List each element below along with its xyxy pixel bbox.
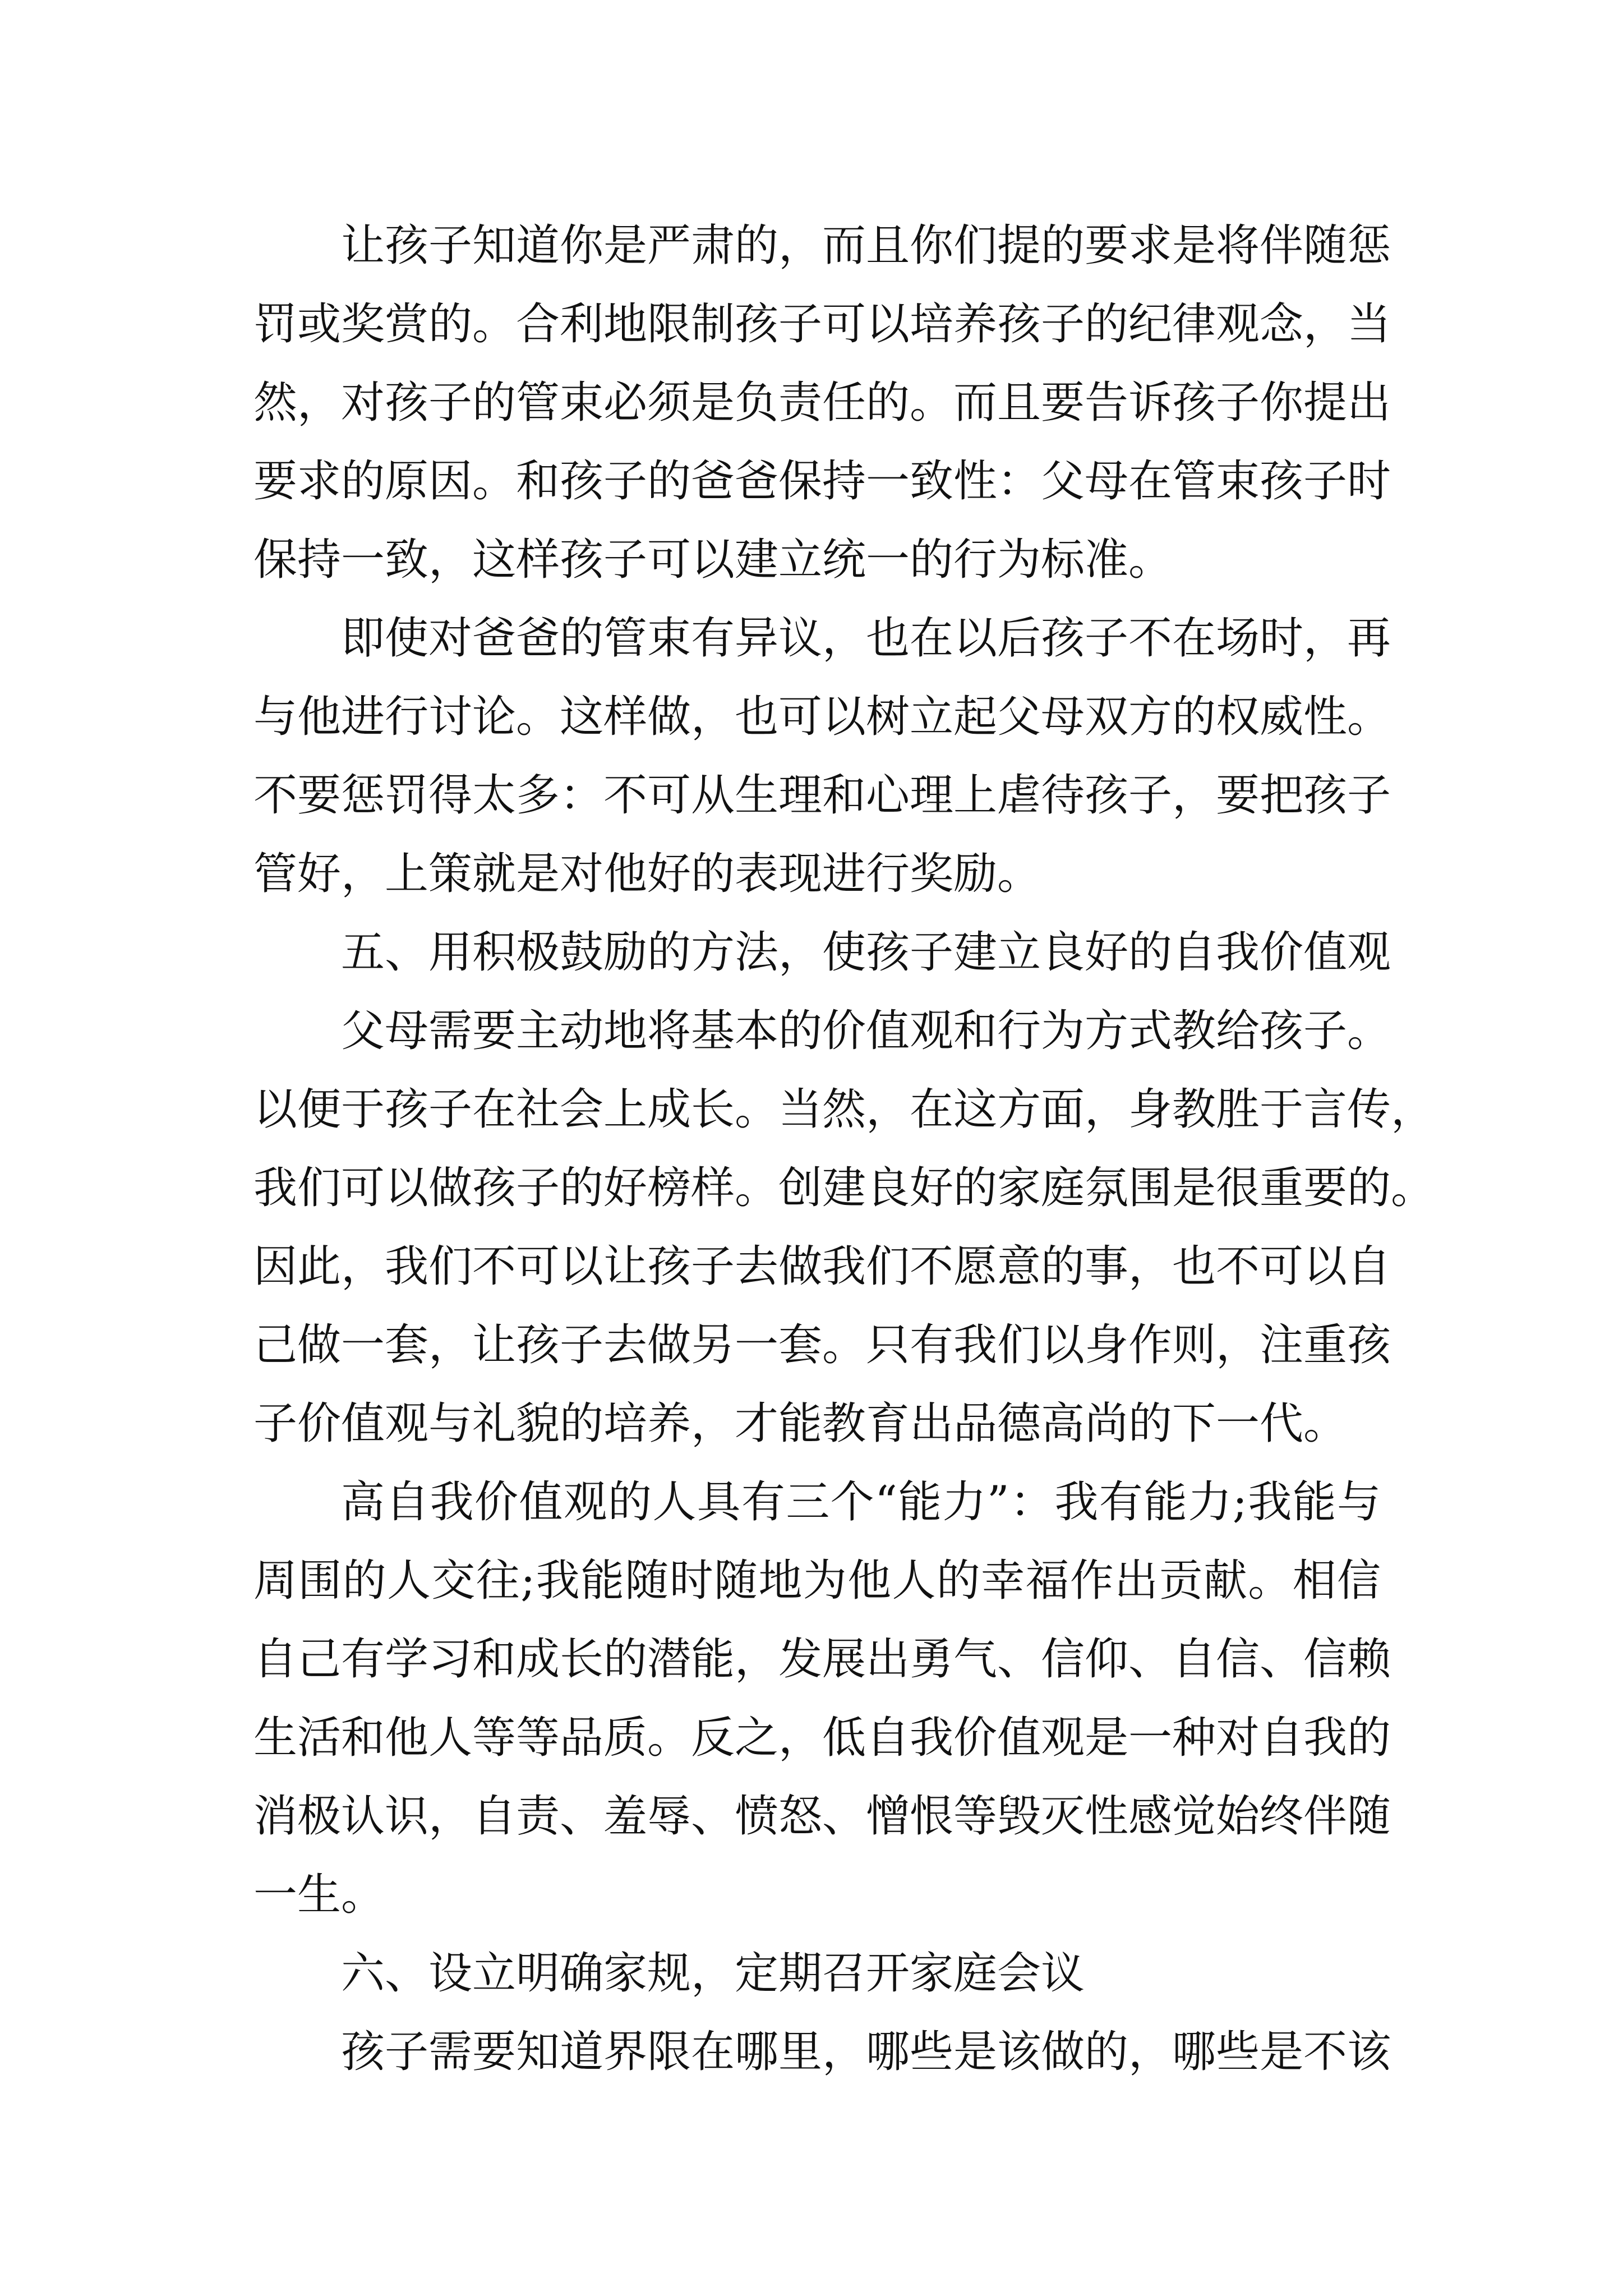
text-line: 我们可以做孩子的好榜样。创建良好的家庭氛围是很重要的。 [253, 1163, 1435, 1213]
text-line: 生活和他人等等品质。反之，低自我价值观是一种对自我的 [253, 1713, 1391, 1763]
text-line: 一生。 [253, 1870, 385, 1920]
section-heading: 五、用积极鼓励的方法，使孩子建立良好的自我价值观 [341, 927, 1391, 978]
text-line: 与他进行讨论。这样做，也可以树立起父母双方的权威性。 [253, 692, 1391, 742]
section-heading: 六、设立明确家规，定期召开家庭会议 [341, 1948, 1085, 1999]
text-line: 即使对爸爸的管束有异议，也在以后孩子不在场时，再 [341, 613, 1391, 664]
text-line: 孩子需要知道界限在哪里，哪些是该做的，哪些是不该 [341, 2027, 1391, 2077]
text-line: 子价值观与礼貌的培养，才能教育出品德高尚的下一代。 [253, 1398, 1348, 1449]
text-line: 高自我价值观的人具有三个“能力”：我有能力;我能与 [341, 1477, 1381, 1527]
text-line: 要求的原因。和孩子的爸爸保持一致性：父母在管束孩子时 [253, 456, 1391, 507]
text-line: 以便于孩子在社会上成长。当然，在这方面，身教胜于言传， [253, 1084, 1435, 1135]
text-line: 周围的人交往;我能随时随地为他人的幸福作出贡献。相信 [253, 1556, 1381, 1606]
text-line: 父母需要主动地将基本的价值观和行为方式教给孩子。 [341, 1006, 1391, 1056]
text-line: 然，对孩子的管束必须是负责任的。而且要告诉孩子你提出 [253, 378, 1391, 428]
text-line: 消极认识，自责、羞辱、愤怒、憎恨等毁灭性感觉始终伴随 [253, 1791, 1391, 1842]
text-line: 因此，我们不可以让孩子去做我们不愿意的事，也不可以自 [253, 1241, 1391, 1292]
text-line: 不要惩罚得太多：不可从生理和心理上虐待孩子，要把孩子 [253, 770, 1391, 821]
text-line: 让孩子知道你是严肃的，而且你们提的要求是将伴随惩 [341, 220, 1391, 271]
text-line: 己做一套，让孩子去做另一套。只有我们以身作则，注重孩 [253, 1320, 1391, 1370]
text-line: 保持一致，这样孩子可以建立统一的行为标准。 [253, 535, 1173, 585]
text-line: 罚或奖赏的。合利地限制孩子可以培养孩子的纪律观念，当 [253, 299, 1391, 349]
text-line: 自己有学习和成长的潜能，发展出勇气、信仰、自信、信赖 [253, 1634, 1391, 1685]
text-line: 管好，上策就是对他好的表现进行奖励。 [253, 849, 1041, 899]
